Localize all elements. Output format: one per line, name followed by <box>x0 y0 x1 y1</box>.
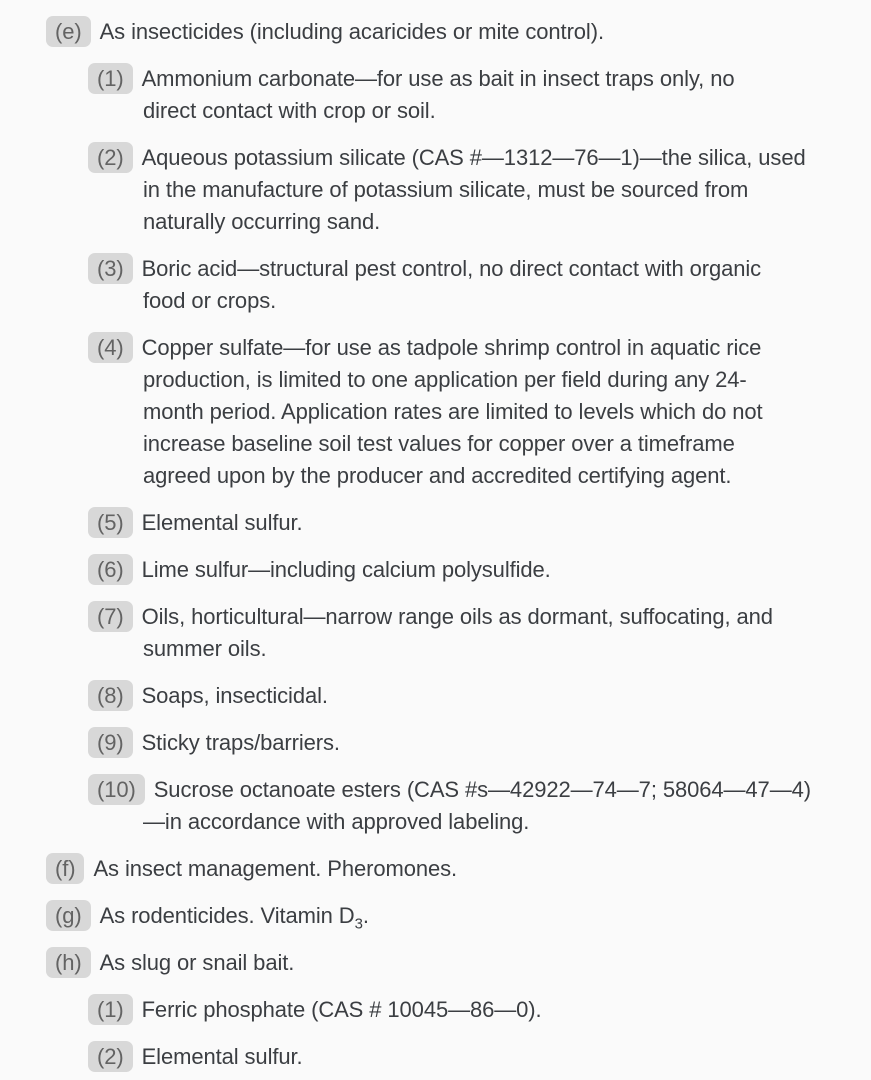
item-marker-badge: (2) <box>88 142 133 173</box>
item-text: increase baseline soil test values for copper over a timeframe <box>143 431 735 456</box>
item-text: naturally occurring sand. <box>143 209 381 234</box>
item-marker-badge: (1) <box>88 994 133 1025</box>
item-text: Elemental sulfur. <box>141 510 303 535</box>
item-text: summer oils. <box>143 636 267 661</box>
list-item-e-3 <box>0 253 871 317</box>
item-text: Soaps, insecticidal. <box>141 683 328 708</box>
item-text: Copper sulfate—for use as tadpole shrimp control in aquatic rice <box>141 335 762 360</box>
item-text: food or crops. <box>143 288 277 313</box>
item-text: Aqueous potassium silicate (CAS #—1312—76—1)—the silica, used <box>141 145 806 170</box>
list-item-e-8 <box>0 680 871 712</box>
item-marker-badge: (4) <box>88 332 133 363</box>
item-marker-badge: (8) <box>88 680 133 711</box>
list-item-e <box>0 16 871 48</box>
item-text: production, is limited to one application per field during any 24- <box>143 367 747 392</box>
list-item-e-10 <box>0 774 871 838</box>
list-item-f <box>0 853 871 885</box>
item-text: Boric acid—structural pest control, no direct contact with organic <box>141 256 762 281</box>
list-item-h-2 <box>0 1041 871 1073</box>
item-text: Oils, horticultural—narrow range oils as dormant, suffocating, and <box>141 604 773 629</box>
item-text: Elemental sulfur. <box>141 1044 303 1069</box>
list-item-e-5 <box>0 507 871 539</box>
item-marker-badge: (5) <box>88 507 133 538</box>
item-text: agreed upon by the producer and accredited certifying agent. <box>143 463 732 488</box>
list-item-g <box>0 900 871 932</box>
list-item-h <box>0 947 871 979</box>
list-item-e-1 <box>0 63 871 127</box>
item-text: Sucrose octanoate esters (CAS #s—42922—74—7; 58064—47—4) <box>153 777 811 802</box>
list-item-e-7 <box>0 601 871 665</box>
item-text: direct contact with crop or soil. <box>143 98 436 123</box>
list-item-e-4 <box>0 332 871 492</box>
item-marker-badge: (1) <box>88 63 133 94</box>
item-text: Ferric phosphate (CAS # 10045—86—0). <box>141 997 542 1022</box>
list-item-e-6 <box>0 554 871 586</box>
item-marker-badge: (9) <box>88 727 133 758</box>
list-item-e-2 <box>0 142 871 238</box>
item-marker-badge: (g) <box>46 900 91 931</box>
item-text: month period. Application rates are limited to levels which do not <box>143 399 763 424</box>
item-text: . <box>362 903 369 928</box>
item-text: Lime sulfur—including calcium polysulfide. <box>141 557 551 582</box>
item-text: —in accordance with approved labeling. <box>143 809 530 834</box>
item-marker-badge: (7) <box>88 601 133 632</box>
item-text: As insecticides (including acaricides or mite control). <box>99 19 604 44</box>
item-marker-badge: (2) <box>88 1041 133 1072</box>
item-marker-badge: (6) <box>88 554 133 585</box>
item-marker-badge: (f) <box>46 853 84 884</box>
list-item-e-9 <box>0 727 871 759</box>
item-marker-badge: (h) <box>46 947 91 978</box>
item-marker-badge: (e) <box>46 16 91 47</box>
item-text: As insect management. Pheromones. <box>93 856 458 881</box>
item-marker-badge: (10) <box>88 774 145 805</box>
item-text: in the manufacture of potassium silicate, must be sourced from <box>143 177 749 202</box>
item-text: Ammonium carbonate—for use as bait in insect traps only, no <box>141 66 735 91</box>
vitamin-d3-subscript: 3 <box>354 915 363 933</box>
list-item-h-1 <box>0 994 871 1026</box>
item-text: As slug or snail bait. <box>99 950 295 975</box>
item-text: Sticky traps/barriers. <box>141 730 340 755</box>
item-marker-badge: (3) <box>88 253 133 284</box>
item-text: As rodenticides. Vitamin D <box>99 903 355 928</box>
